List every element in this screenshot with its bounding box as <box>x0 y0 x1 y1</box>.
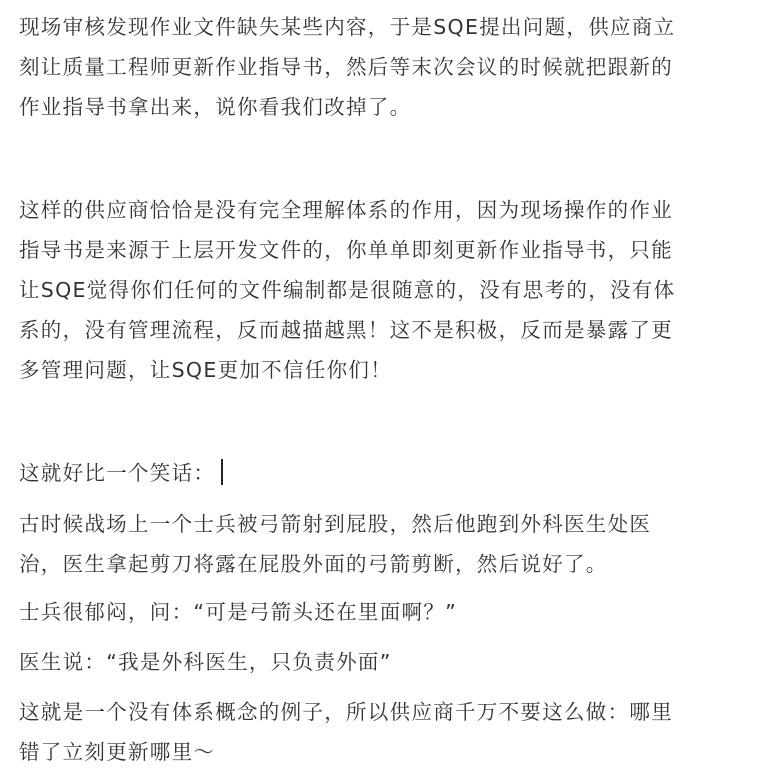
text-line: 系的，没有管理流程，反而越描越黑！这不是积极，反而是暴露了更 <box>19 318 673 342</box>
paragraph-system-explanation <box>19 190 739 390</box>
paragraph-conclusion <box>19 692 739 772</box>
text-cursor <box>221 459 223 485</box>
paragraph-soldier-question <box>19 592 739 632</box>
text-line: 多管理问题，让SQE更加不信任你们！ <box>19 358 392 382</box>
paragraph-joke-story <box>19 504 739 584</box>
text-line: 治，医生拿起剪刀将露在屁股外面的弓箭剪断，然后说好了。 <box>19 552 608 576</box>
paragraph-audit-finding <box>19 7 739 127</box>
text-line: 刻让质量工程师更新作业指导书，然后等末次会议的时候就把跟新的 <box>19 55 673 79</box>
text-line: 医生说：“我是外科医生，只负责外面” <box>19 650 392 674</box>
joke-intro-text: 这就好比一个笑话： <box>19 461 216 485</box>
text-line: 这样的供应商恰恰是没有完全理解体系的作用，因为现场操作的作业 <box>19 198 673 222</box>
text-line: 让SQE觉得你们任何的文件编制都是很随意的，没有思考的，没有体 <box>19 278 676 302</box>
text-line: 现场审核发现作业文件缺失某些内容，于是SQE提出问题，供应商立 <box>19 15 676 39</box>
text-line <box>19 453 739 493</box>
paragraph-doctor-answer <box>19 642 739 682</box>
text-line: 作业指导书拿出来，说你看我们改掉了。 <box>19 95 412 119</box>
paragraph-joke-intro <box>19 453 739 493</box>
text-line: 古时候战场上一个士兵被弓箭射到屁股，然后他跑到外科医生处医 <box>19 512 652 536</box>
text-line: 这就是一个没有体系概念的例子，所以供应商千万不要这么做：哪里 <box>19 700 673 724</box>
text-line: 指导书是来源于上层开发文件的，你单单即刻更新作业指导书，只能 <box>19 238 673 262</box>
text-line: 错了立刻更新哪里～ <box>19 740 216 764</box>
text-line: 士兵很郁闷，问：“可是弓箭头还在里面啊？” <box>19 600 458 624</box>
